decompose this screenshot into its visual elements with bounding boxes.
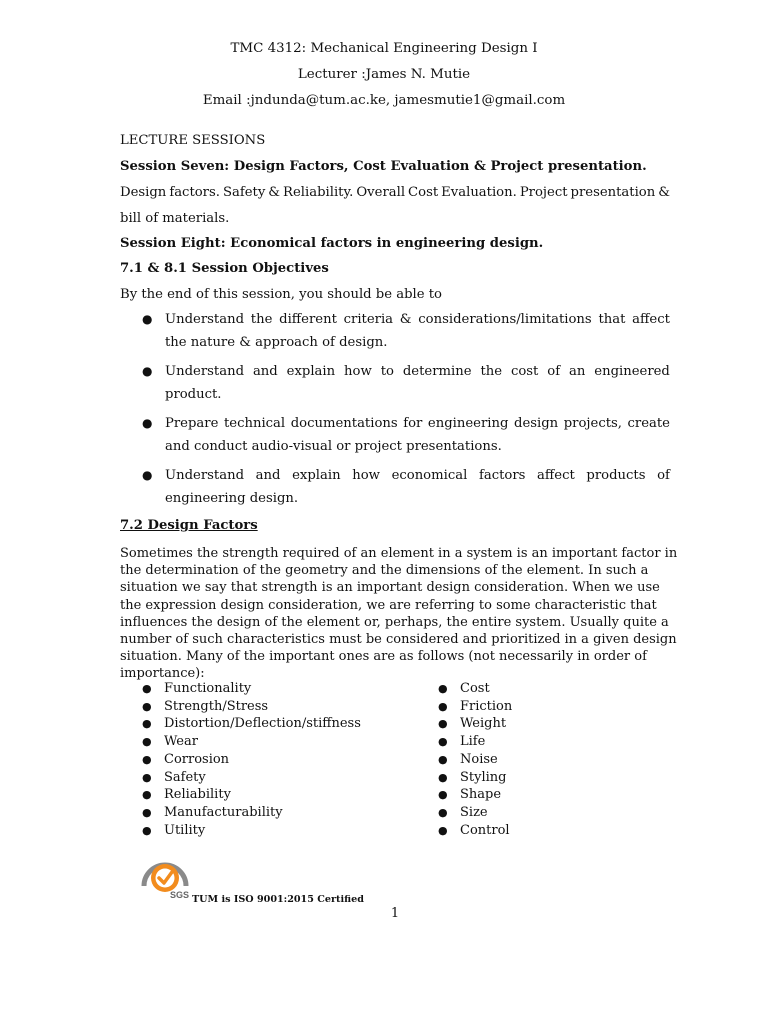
paragraph-line: number of such characteristics must be considered and prioritized in a given design xyxy=(120,632,677,648)
word: of xyxy=(547,364,561,379)
word: products xyxy=(586,468,646,483)
iso-certification-text: TUM is ISO 9001:2015 Certified xyxy=(192,894,364,905)
word: Prepare xyxy=(165,416,219,431)
word: & xyxy=(399,312,412,327)
bullet-icon: ● xyxy=(438,770,448,784)
word: create xyxy=(627,416,670,431)
design-consideration-label: Wear xyxy=(164,734,198,750)
session-seven-title: Session Seven: Design Factors, Cost Evaluation & Project presentation. xyxy=(120,159,647,174)
word: Design xyxy=(120,185,167,200)
objective-text xyxy=(165,416,670,454)
design-consideration-label: Utility xyxy=(164,822,206,838)
objectives-intro: By the end of this session, you should be able to xyxy=(120,287,442,302)
bullet-icon: ● xyxy=(142,416,153,430)
objectives-heading: 7.1 & 8.1 Session Objectives xyxy=(120,261,329,276)
design-consideration-label: Cost xyxy=(460,681,490,696)
bullet-icon: ● xyxy=(142,699,152,713)
word: engineering xyxy=(427,416,509,431)
design-consideration-label: Corrosion xyxy=(164,751,230,767)
lecture-sessions-heading: LECTURE SESSIONS xyxy=(120,133,266,148)
word: projects, xyxy=(563,416,622,431)
sgs-certification-logo xyxy=(138,852,192,904)
session-seven-description-line xyxy=(120,185,670,200)
word: the xyxy=(480,364,503,379)
word: Project xyxy=(519,185,568,200)
design-consideration-label: Life xyxy=(460,734,486,750)
design-consideration-label: Strength/Stress xyxy=(164,698,269,714)
bullet-icon: ● xyxy=(438,752,448,766)
paragraph-line: influences the design of the element or, perhaps, the entire system. Usually quite a xyxy=(120,614,669,630)
bullet-icon: ● xyxy=(438,699,448,713)
design-consideration-label: Reliability xyxy=(164,787,231,803)
bullet-icon: ● xyxy=(142,752,152,766)
word: & xyxy=(268,185,281,200)
word: criteria xyxy=(343,312,394,327)
bullet-icon: ● xyxy=(438,805,448,819)
objective-line xyxy=(165,364,670,379)
paragraph-line: Sometimes the strength required of an element in a system is an important factor in xyxy=(120,546,678,561)
objective-text xyxy=(165,312,670,350)
word: Safety xyxy=(222,185,266,200)
lecturer-line: Lecturer :James N. Mutie xyxy=(297,67,471,82)
bullet-icon: ● xyxy=(438,682,448,695)
word: different xyxy=(279,312,337,327)
objective-line xyxy=(165,312,670,327)
word: considerations/limitations xyxy=(418,312,592,327)
word: Cost xyxy=(408,185,439,200)
bullet-icon: ● xyxy=(142,770,152,784)
word: technical xyxy=(223,416,286,431)
word: explain xyxy=(292,468,341,483)
word: explain xyxy=(286,364,336,379)
bullet-icon: ● xyxy=(142,717,152,731)
design-consideration-label: Shape xyxy=(460,787,502,803)
paragraph-line: the determination of the geometry and the dimensions of the element. In such a xyxy=(120,563,649,579)
paragraph-line: importance): xyxy=(120,666,205,682)
course-title: TMC 4312: Mechanical Engineering Design I xyxy=(230,41,538,56)
word: Evaluation. xyxy=(441,185,517,200)
word: how xyxy=(344,364,372,379)
bullet-icon: ● xyxy=(142,364,153,378)
bullet-icon: ● xyxy=(438,823,448,837)
design-factors-heading: 7.2 Design Factors xyxy=(120,518,258,533)
word: Understand xyxy=(165,364,245,379)
word: Overall xyxy=(356,185,406,200)
word: to xyxy=(380,364,394,379)
bullet-icon: ● xyxy=(438,735,448,749)
word: determine xyxy=(402,364,472,379)
design-consideration-label: Safety xyxy=(164,769,206,785)
objective-line-end: the nature & approach of design. xyxy=(165,335,388,350)
objective-line-end: product. xyxy=(165,387,222,402)
word: the xyxy=(250,312,273,327)
design-consideration-label: Noise xyxy=(460,751,498,767)
objective-text xyxy=(165,468,670,506)
design-consideration-label: Functionality xyxy=(164,681,252,696)
bullet-icon: ● xyxy=(142,312,153,326)
paragraph-line: situation we say that strength is an important design consideration. When we use xyxy=(120,580,660,596)
design-consideration-label: Control xyxy=(460,822,510,838)
word: engineered xyxy=(594,364,670,379)
word: cost xyxy=(510,364,539,379)
word: for xyxy=(403,416,423,431)
design-consideration-label: Weight xyxy=(460,716,507,732)
paragraph-line: the expression design consideration, we are referring to some characteristic that xyxy=(120,597,657,613)
sgs-logo-text: SGS xyxy=(170,890,190,900)
design-consideration-label: Friction xyxy=(460,698,513,714)
word: factors xyxy=(478,468,526,483)
bullet-icon: ● xyxy=(142,788,152,802)
paragraph-line: situation. Many of the important ones are as follows (not necessarily in order of xyxy=(120,649,647,665)
word: affect xyxy=(632,312,670,327)
design-consideration-label: Manufacturability xyxy=(164,804,283,820)
word: an xyxy=(569,364,586,379)
page-number: 1 xyxy=(390,906,400,921)
word: economical xyxy=(391,468,468,483)
objective-line xyxy=(165,468,670,483)
word: presentation xyxy=(570,185,656,200)
bullet-icon: ● xyxy=(142,682,152,695)
bullet-icon: ● xyxy=(438,717,448,731)
word: Reliability. xyxy=(283,185,354,200)
word: design xyxy=(514,416,559,431)
design-consideration-label: Size xyxy=(460,804,488,820)
word: how xyxy=(352,468,380,483)
objective-line-end: and conduct audio-visual or project presentations. xyxy=(165,439,502,454)
word: affect xyxy=(537,468,575,483)
word: documentations xyxy=(290,416,398,431)
design-consideration-label: Styling xyxy=(460,769,507,785)
objective-line-end: engineering design. xyxy=(165,491,299,506)
design-consideration-label: Distortion/Deflection/stiffness xyxy=(164,716,361,732)
bullet-icon: ● xyxy=(142,805,152,819)
objective-line xyxy=(165,416,670,431)
word: & xyxy=(658,185,670,200)
word: factors. xyxy=(169,185,220,200)
word: that xyxy=(598,312,626,327)
bullet-icon: ● xyxy=(142,823,152,837)
word: Understand xyxy=(165,468,245,483)
bullet-icon: ● xyxy=(142,468,153,482)
bullet-icon: ● xyxy=(142,735,152,749)
objective-text xyxy=(165,364,670,402)
design-factors-paragraph xyxy=(120,545,678,683)
word: and xyxy=(255,468,281,483)
word: Understand xyxy=(165,312,245,327)
bullet-icon: ● xyxy=(438,788,448,802)
word: and xyxy=(252,364,278,379)
session-eight-title: Session Eight: Economical factors in engineering design. xyxy=(120,236,544,251)
word: of xyxy=(657,468,670,483)
email-line: Email :jndunda@tum.ac.ke, jamesmutie1@gmail.com xyxy=(202,93,566,108)
session-seven-description-end: bill of materials. xyxy=(120,211,230,226)
